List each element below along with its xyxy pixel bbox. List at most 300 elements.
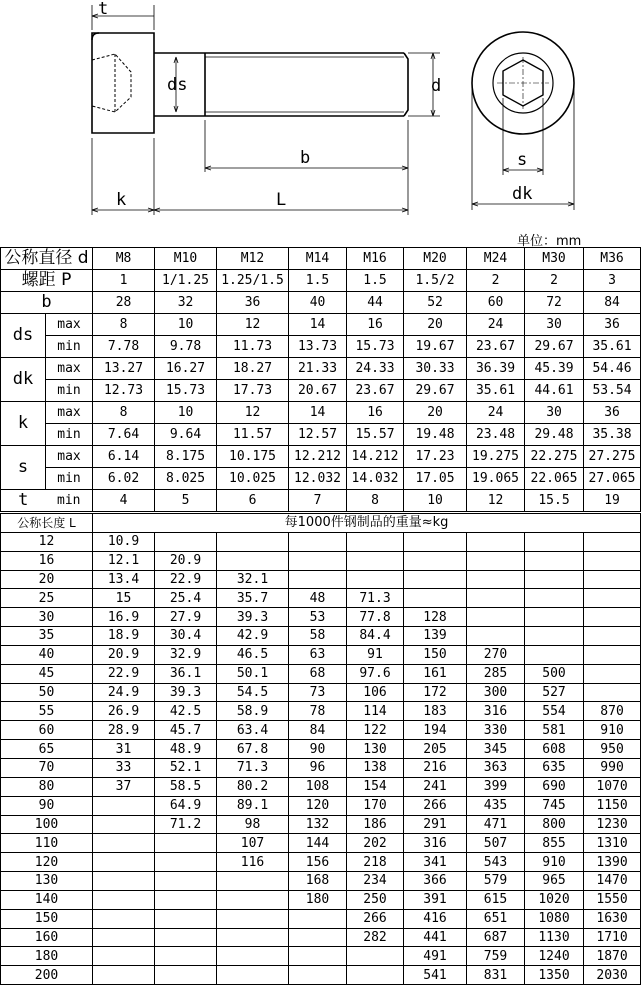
weight-cell: 139	[404, 627, 467, 646]
s-max-cell: 17.23	[404, 446, 467, 468]
weight-cell: 24.9	[93, 683, 155, 702]
pitch-cell: 3	[584, 270, 641, 292]
weight-cell: 53	[289, 608, 347, 627]
weight-cell: 500	[525, 664, 584, 683]
weight-cell: 2030	[584, 966, 641, 985]
weight-cell: 202	[347, 834, 404, 853]
k-min-cell: 9.64	[155, 424, 217, 446]
ds-min-row	[1, 336, 641, 358]
weight-cell: 71.3	[217, 758, 289, 777]
length-cell: 20	[1, 570, 93, 589]
weight-cell: 218	[347, 853, 404, 872]
k-min-cell: 35.38	[584, 424, 641, 446]
b-label: b	[300, 148, 311, 168]
thread-root-lines	[205, 57, 404, 112]
weight-cell: 80.2	[217, 777, 289, 796]
dk-min-cell: 17.73	[217, 380, 289, 402]
b-row	[1, 292, 641, 314]
weight-cell: 651	[467, 909, 525, 928]
weight-cell	[467, 627, 525, 646]
k-max-cell: 10	[155, 402, 217, 424]
weight-cell: 71.2	[155, 815, 217, 834]
length-cell: 35	[1, 627, 93, 646]
weight-row	[1, 721, 641, 740]
weight-cell: 1550	[584, 890, 641, 909]
weight-cell: 1710	[584, 928, 641, 947]
weight-cell	[347, 532, 404, 551]
weight-cell	[155, 853, 217, 872]
s-max-cell: 10.175	[217, 446, 289, 468]
weight-cell: 615	[467, 890, 525, 909]
s-min-cell: 10.025	[217, 468, 289, 490]
k-min-cell: 19.48	[404, 424, 467, 446]
weight-cell: 48	[289, 589, 347, 608]
k-max-cell: 24	[467, 402, 525, 424]
weight-cell: 68	[289, 664, 347, 683]
weight-cell: 32.1	[217, 570, 289, 589]
s-min-cell: 6.02	[93, 468, 155, 490]
ds-max-cell: 20	[404, 314, 467, 336]
weight-cell: 89.1	[217, 796, 289, 815]
weight-cell: 90	[289, 740, 347, 759]
pitch-cell: 1.25/1.5	[217, 270, 289, 292]
weight-cell: 138	[347, 758, 404, 777]
weight-cell: 45.7	[155, 721, 217, 740]
weight-cell	[155, 966, 217, 985]
weight-row	[1, 589, 641, 608]
weight-cell: 73	[289, 683, 347, 702]
weight-cell: 35.7	[217, 589, 289, 608]
min-label: min	[46, 336, 93, 358]
nominal-diameter-label: 公称直径 d	[1, 248, 93, 270]
weight-cell: 116	[217, 853, 289, 872]
t-min-cell: 7	[289, 490, 347, 512]
weight-cell	[584, 589, 641, 608]
pitch-cell: 1.5	[347, 270, 404, 292]
weight-header-row	[1, 514, 641, 533]
weight-cell: 266	[347, 909, 404, 928]
b-cell: 52	[404, 292, 467, 314]
weight-cell: 18.9	[93, 627, 155, 646]
weight-cell	[584, 570, 641, 589]
dk-min-cell: 20.67	[289, 380, 347, 402]
ds-max-cell: 8	[93, 314, 155, 336]
size-cell: M14	[289, 248, 347, 270]
t-row-label: t	[1, 490, 46, 512]
s-row-label: s	[1, 446, 46, 490]
weight-cell	[93, 909, 155, 928]
length-cell: 90	[1, 796, 93, 815]
weight-cell: 33	[93, 758, 155, 777]
weight-cell: 31	[93, 740, 155, 759]
weight-cell	[404, 589, 467, 608]
weight-cell	[93, 966, 155, 985]
bolt-drawing	[0, 0, 641, 230]
weight-cell: 42.9	[217, 627, 289, 646]
weight-cell: 300	[467, 683, 525, 702]
weight-cell	[217, 947, 289, 966]
weight-row	[1, 551, 641, 570]
pitch-row	[1, 270, 641, 292]
ds-max-cell: 16	[347, 314, 404, 336]
k-max-cell: 12	[217, 402, 289, 424]
s-max-cell: 8.175	[155, 446, 217, 468]
pitch-label: 螺距 P	[1, 270, 93, 292]
weight-cell: 1130	[525, 928, 584, 947]
weight-cell: 22.9	[155, 570, 217, 589]
size-cell: M10	[155, 248, 217, 270]
ds-max-cell: 24	[467, 314, 525, 336]
weight-cell	[584, 664, 641, 683]
weight-cell: 990	[584, 758, 641, 777]
weight-cell	[525, 532, 584, 551]
ds-max-cell: 36	[584, 314, 641, 336]
min-label: min	[46, 468, 93, 490]
t-min-cell: 19	[584, 490, 641, 512]
weight-cell: 144	[289, 834, 347, 853]
dk-min-cell: 35.61	[467, 380, 525, 402]
t-min-row	[1, 490, 641, 512]
k-min-cell: 7.64	[93, 424, 155, 446]
weight-cell: 965	[525, 872, 584, 891]
ds-max-cell: 10	[155, 314, 217, 336]
weight-row	[1, 758, 641, 777]
weight-cell	[217, 909, 289, 928]
weight-row	[1, 683, 641, 702]
weight-cell	[93, 928, 155, 947]
weight-cell	[155, 909, 217, 928]
weight-cell: 10.9	[93, 532, 155, 551]
size-cell: M24	[467, 248, 525, 270]
weight-cell: 32.9	[155, 645, 217, 664]
weight-cell: 156	[289, 853, 347, 872]
k-min-cell: 29.48	[525, 424, 584, 446]
weight-cell: 25.4	[155, 589, 217, 608]
weight-cell: 170	[347, 796, 404, 815]
weight-cell: 1240	[525, 947, 584, 966]
weight-cell: 581	[525, 721, 584, 740]
k-min-cell: 15.57	[347, 424, 404, 446]
weight-cell	[467, 551, 525, 570]
weight-cell	[467, 589, 525, 608]
weight-cell: 1870	[584, 947, 641, 966]
dk-row-label: dk	[1, 358, 46, 402]
k-max-cell: 20	[404, 402, 467, 424]
dk-min-cell: 44.61	[525, 380, 584, 402]
k-label: k	[116, 190, 127, 210]
weight-cell: 63.4	[217, 721, 289, 740]
weight-cell	[404, 551, 467, 570]
weight-cell	[467, 570, 525, 589]
length-cell: 70	[1, 758, 93, 777]
length-cell: 160	[1, 928, 93, 947]
weight-cell	[404, 532, 467, 551]
s-min-cell: 14.032	[347, 468, 404, 490]
weight-cell	[289, 532, 347, 551]
weight-cell: 39.3	[155, 683, 217, 702]
weight-cell: 507	[467, 834, 525, 853]
weight-cell	[93, 890, 155, 909]
t-min-cell: 5	[155, 490, 217, 512]
k-min-row	[1, 424, 641, 446]
weight-cell: 63	[289, 645, 347, 664]
weight-cell: 64.9	[155, 796, 217, 815]
s-max-cell: 27.275	[584, 446, 641, 468]
s-min-cell: 17.05	[404, 468, 467, 490]
weight-cell: 635	[525, 758, 584, 777]
weight-cell: 541	[404, 966, 467, 985]
ds-max-cell: 30	[525, 314, 584, 336]
t-min-cell: 8	[347, 490, 404, 512]
weight-cell: 285	[467, 664, 525, 683]
length-cell: 60	[1, 721, 93, 740]
ds-row-label: ds	[1, 314, 46, 358]
weight-cell	[155, 834, 217, 853]
weight-cell: 282	[347, 928, 404, 947]
dk-max-cell: 18.27	[217, 358, 289, 380]
weight-row	[1, 872, 641, 891]
dk-max-cell: 16.27	[155, 358, 217, 380]
weight-cell: 391	[404, 890, 467, 909]
dk-max-row	[1, 358, 641, 380]
weight-table	[0, 513, 641, 985]
weight-cell	[467, 608, 525, 627]
weight-cell: 363	[467, 758, 525, 777]
weight-cell: 1310	[584, 834, 641, 853]
bolt-head	[92, 33, 154, 133]
weight-cell	[525, 551, 584, 570]
ds-max-cell: 14	[289, 314, 347, 336]
t-min-cell: 15.5	[525, 490, 584, 512]
size-cell: M36	[584, 248, 641, 270]
weight-cell: 98	[217, 815, 289, 834]
dk-max-cell: 45.39	[525, 358, 584, 380]
weight-cell: 67.8	[217, 740, 289, 759]
ds-label: ds	[167, 75, 188, 95]
weight-cell	[289, 928, 347, 947]
length-cell: 50	[1, 683, 93, 702]
pitch-cell: 1/1.25	[155, 270, 217, 292]
length-cell: 45	[1, 664, 93, 683]
length-cell: 16	[1, 551, 93, 570]
weight-cell: 291	[404, 815, 467, 834]
pitch-cell: 2	[525, 270, 584, 292]
k-max-cell: 8	[93, 402, 155, 424]
weight-row	[1, 608, 641, 627]
length-cell: 140	[1, 890, 93, 909]
b-cell: 60	[467, 292, 525, 314]
s-min-cell: 27.065	[584, 468, 641, 490]
k-min-cell: 12.57	[289, 424, 347, 446]
weight-cell	[404, 570, 467, 589]
weight-row	[1, 702, 641, 721]
weight-cell: 106	[347, 683, 404, 702]
dk-max-cell: 30.33	[404, 358, 467, 380]
weight-cell: 132	[289, 815, 347, 834]
length-cell: 12	[1, 532, 93, 551]
weight-cell: 12.1	[93, 551, 155, 570]
weight-cell: 800	[525, 815, 584, 834]
weight-cell: 1080	[525, 909, 584, 928]
weight-cell	[217, 928, 289, 947]
weight-cell: 78	[289, 702, 347, 721]
s-min-cell: 22.065	[525, 468, 584, 490]
weight-cell: 608	[525, 740, 584, 759]
d-label: d	[431, 76, 442, 96]
b-cell: 28	[93, 292, 155, 314]
weight-cell: 150	[404, 645, 467, 664]
weight-cell: 42.5	[155, 702, 217, 721]
k-max-row	[1, 402, 641, 424]
weight-row	[1, 909, 641, 928]
weight-cell	[217, 966, 289, 985]
weight-cell	[289, 947, 347, 966]
min-label: min	[46, 380, 93, 402]
weight-cell: 48.9	[155, 740, 217, 759]
weight-cell	[347, 947, 404, 966]
s-max-cell: 6.14	[93, 446, 155, 468]
length-cell: 120	[1, 853, 93, 872]
weight-cell	[217, 890, 289, 909]
weight-cell: 168	[289, 872, 347, 891]
weight-cell: 831	[467, 966, 525, 985]
dk-min-cell: 53.54	[584, 380, 641, 402]
k-max-cell: 14	[289, 402, 347, 424]
dk-min-cell: 29.67	[404, 380, 467, 402]
dk-max-cell: 24.33	[347, 358, 404, 380]
size-cell: M12	[217, 248, 289, 270]
b-cell: 44	[347, 292, 404, 314]
b-cell: 84	[584, 292, 641, 314]
ds-min-cell: 19.67	[404, 336, 467, 358]
weight-cell: 37	[93, 777, 155, 796]
weight-cell: 122	[347, 721, 404, 740]
length-cell: 200	[1, 966, 93, 985]
weight-row	[1, 627, 641, 646]
weight-cell: 114	[347, 702, 404, 721]
min-label: min	[46, 424, 93, 446]
max-label: max	[46, 446, 93, 468]
dk-min-cell: 23.67	[347, 380, 404, 402]
length-cell: 100	[1, 815, 93, 834]
weight-cell: 205	[404, 740, 467, 759]
weight-row	[1, 777, 641, 796]
weight-cell: 1230	[584, 815, 641, 834]
weight-cell: 1350	[525, 966, 584, 985]
weight-row	[1, 928, 641, 947]
weight-cell: 36.1	[155, 664, 217, 683]
k-row-label: k	[1, 402, 46, 446]
pitch-cell: 1.5/2	[404, 270, 467, 292]
s-max-row	[1, 446, 641, 468]
weight-cell: 316	[467, 702, 525, 721]
weight-cell: 543	[467, 853, 525, 872]
weight-cell: 16.9	[93, 608, 155, 627]
weight-cell: 39.3	[217, 608, 289, 627]
dimension-table	[0, 247, 641, 512]
length-cell: 40	[1, 645, 93, 664]
weight-cell: 77.8	[347, 608, 404, 627]
weight-cell	[155, 532, 217, 551]
weight-cell: 27.9	[155, 608, 217, 627]
weight-cell: 91	[347, 645, 404, 664]
weight-cell: 759	[467, 947, 525, 966]
length-cell: 110	[1, 834, 93, 853]
length-cell: 25	[1, 589, 93, 608]
weight-cell: 46.5	[217, 645, 289, 664]
weight-cell	[525, 608, 584, 627]
weight-cell: 341	[404, 853, 467, 872]
weight-cell: 183	[404, 702, 467, 721]
weight-row	[1, 532, 641, 551]
t-min-cell: 10	[404, 490, 467, 512]
weight-cell: 97.6	[347, 664, 404, 683]
weight-cell	[289, 570, 347, 589]
weight-cell: 20.9	[93, 645, 155, 664]
weight-cell	[584, 683, 641, 702]
ds-min-cell: 13.73	[289, 336, 347, 358]
weight-cell: 128	[404, 608, 467, 627]
weight-cell: 107	[217, 834, 289, 853]
b-cell: 36	[217, 292, 289, 314]
weight-cell	[289, 966, 347, 985]
weight-row	[1, 834, 641, 853]
weight-cell	[584, 627, 641, 646]
size-cell: M16	[347, 248, 404, 270]
dk-min-cell: 12.73	[93, 380, 155, 402]
weight-cell: 58.9	[217, 702, 289, 721]
weight-cell: 330	[467, 721, 525, 740]
L-label: L	[276, 190, 287, 210]
k-min-cell: 23.48	[467, 424, 525, 446]
ds-min-cell: 29.67	[525, 336, 584, 358]
weight-row	[1, 796, 641, 815]
weight-cell	[289, 909, 347, 928]
length-cell: 150	[1, 909, 93, 928]
weight-cell: 180	[289, 890, 347, 909]
weight-cell: 71.3	[347, 589, 404, 608]
weight-cell: 161	[404, 664, 467, 683]
weight-cell: 745	[525, 796, 584, 815]
weight-cell: 50.1	[217, 664, 289, 683]
weight-cell	[93, 796, 155, 815]
ds-min-cell: 9.78	[155, 336, 217, 358]
weight-row	[1, 815, 641, 834]
weight-cell: 1470	[584, 872, 641, 891]
s-max-cell: 14.212	[347, 446, 404, 468]
weight-cell: 690	[525, 777, 584, 796]
ds-min-cell: 35.61	[584, 336, 641, 358]
weight-cell	[93, 853, 155, 872]
weight-cell: 130	[347, 740, 404, 759]
dk-min-cell: 15.73	[155, 380, 217, 402]
ds-min-cell: 23.67	[467, 336, 525, 358]
weight-cell: 194	[404, 721, 467, 740]
weight-cell	[467, 532, 525, 551]
size-cell: M30	[525, 248, 584, 270]
weight-row	[1, 664, 641, 683]
weight-cell: 910	[584, 721, 641, 740]
weight-cell: 1020	[525, 890, 584, 909]
weight-cell	[525, 570, 584, 589]
weight-cell: 266	[404, 796, 467, 815]
s-min-row	[1, 468, 641, 490]
weight-cell	[93, 834, 155, 853]
weight-cell	[525, 627, 584, 646]
weight-cell	[525, 589, 584, 608]
weight-cell: 172	[404, 683, 467, 702]
weight-cell: 870	[584, 702, 641, 721]
